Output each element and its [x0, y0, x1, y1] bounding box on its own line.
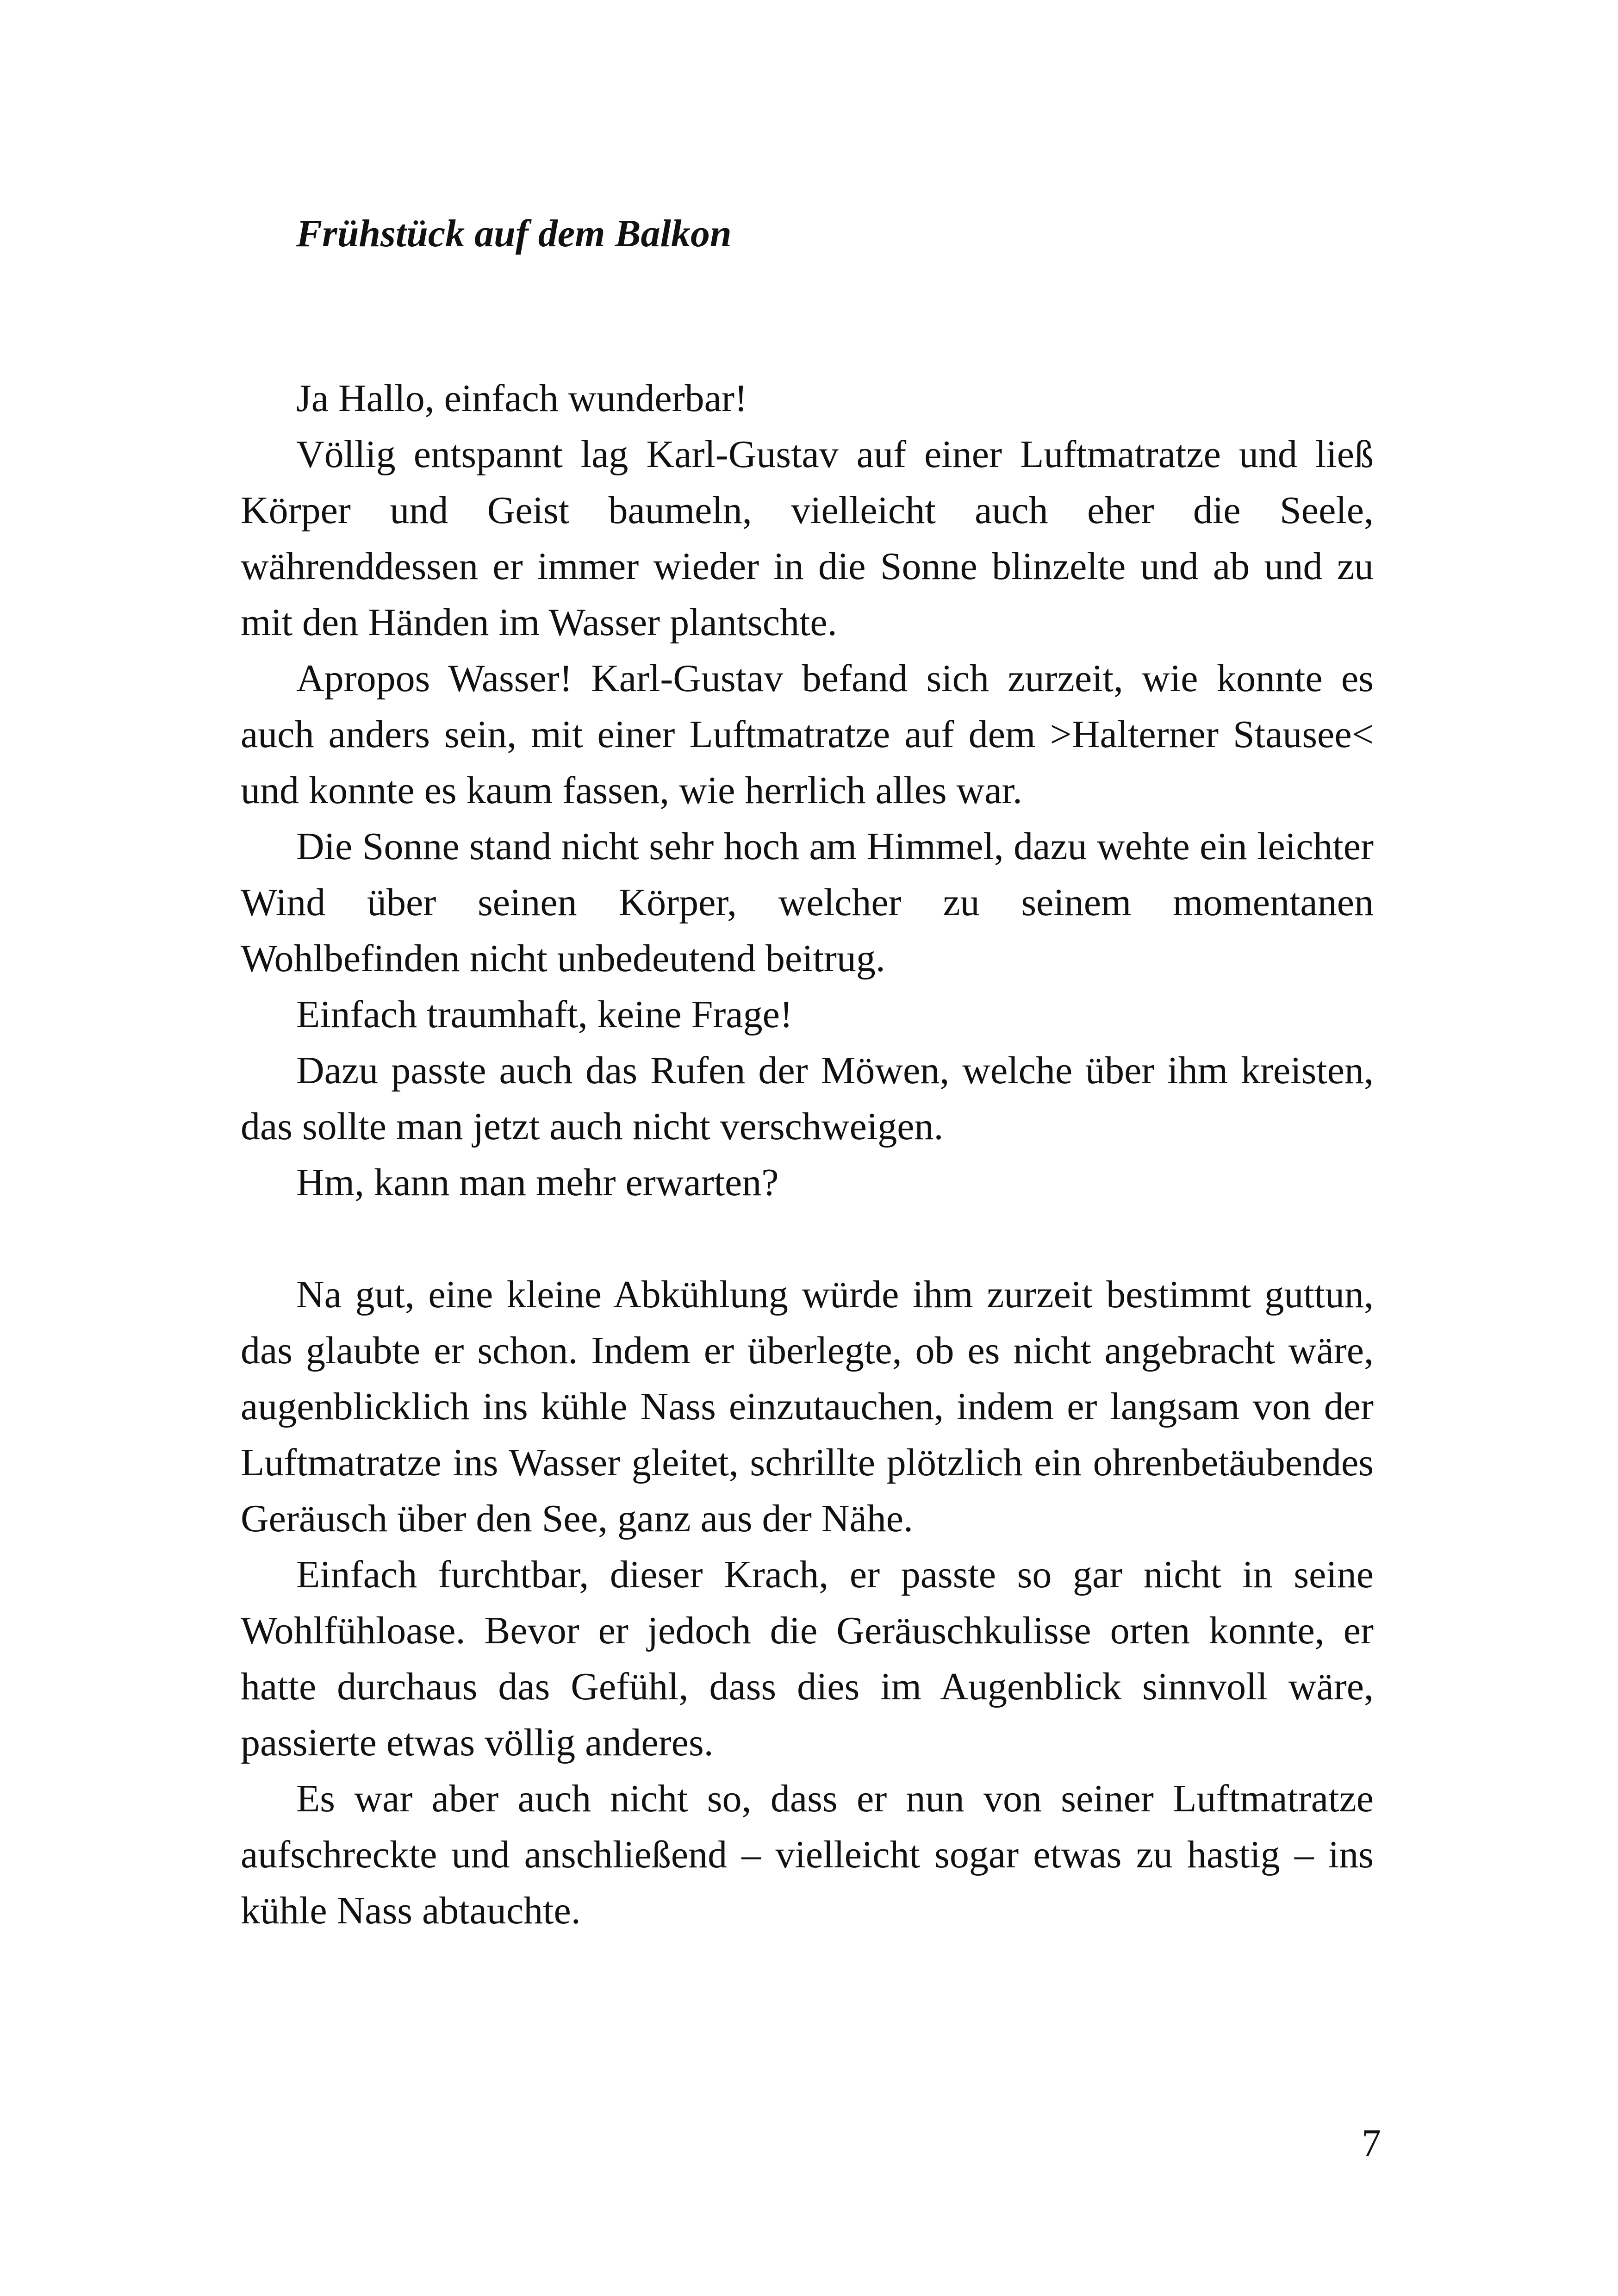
paragraph: Apropos Wasser! Karl-Gustav befand sich zurzeit, wie konnte es auch anders sein, mit einer Luftmatratze auf dem >Halterner Stausee< und konnte es kaum fassen, wie herrlich alles war.	[241, 657, 1374, 812]
paragraph: Die Sonne stand nicht sehr hoch am Himmel, dazu wehte ein leichter Wind über seinen Körper, welcher zu seinem momentanen Wohlbefinden nicht unbedeutend beitrug.	[241, 825, 1374, 980]
section-break	[241, 1210, 1374, 1267]
paragraph: Völlig entspannt lag Karl-Gustav auf einer Luftmatratze und ließ Körper und Geist baumeln, vielleicht auch eher die Seele, währenddessen er immer wieder in die Sonne blinzelte und ab und zu mit den Händen im Wasser plantschte.	[241, 433, 1374, 644]
paragraph: Einfach traumhaft, keine Frage!	[296, 993, 793, 1036]
body-text	[241, 370, 1374, 1939]
paragraph: Es war aber auch nicht so, dass er nun von seiner Luftmatratze aufschreckte und anschließend – vielleicht sogar etwas zu hastig – ins kühle Nass abtauchte.	[241, 1777, 1374, 1932]
page-number: 7	[1362, 2121, 1381, 2165]
paragraph: Einfach furchtbar, dieser Krach, er passte so gar nicht in seine Wohlfühloase. Bevor er jedoch die Geräuschkulisse orten konnte, er hatte durchaus das Gefühl, dass dies im Augenblick sinnvoll wäre, passierte etwas völlig anderes.	[241, 1553, 1374, 1764]
paragraph: Dazu passte auch das Rufen der Möwen, welche über ihm kreisten, das sollte man jetzt auch nicht verschweigen.	[241, 1049, 1374, 1148]
chapter-title: Frühstück auf dem Balkon	[296, 212, 732, 255]
paragraph: Ja Hallo, einfach wunderbar!	[296, 377, 747, 420]
paragraph: Na gut, eine kleine Abkühlung würde ihm zurzeit bestimmt guttun, das glaubte er schon. Indem er überlegte, ob es nicht angebracht wäre, augenblicklich ins kühle Nass einzutauchen, indem er langsam von der Luftmatratze ins Wasser gleitet, schrillte plötzlich ein ohrenbetäubendes Geräusch über den See, ganz aus der Nähe.	[241, 1273, 1374, 1540]
paragraph: Hm, kann man mehr erwarten?	[296, 1161, 779, 1204]
